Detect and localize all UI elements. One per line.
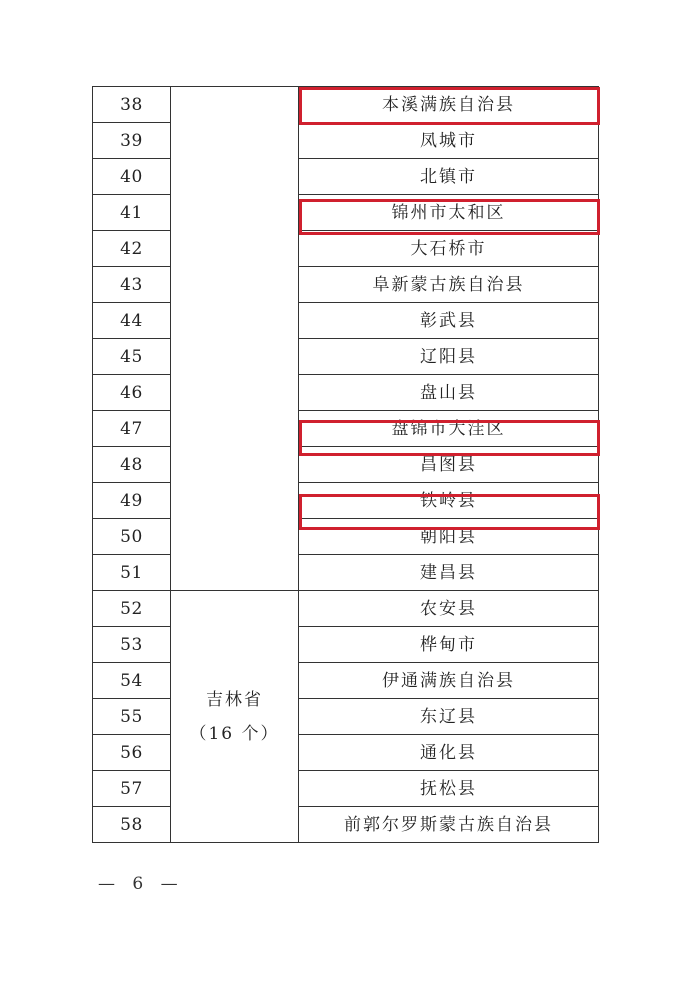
county-name: 朝阳县 bbox=[299, 519, 599, 555]
table-row bbox=[93, 663, 599, 699]
table-row bbox=[93, 411, 599, 447]
row-number: 52 bbox=[93, 591, 171, 627]
row-number: 47 bbox=[93, 411, 171, 447]
table-row bbox=[93, 447, 599, 483]
table-row bbox=[93, 771, 599, 807]
county-name: 锦州市太和区 bbox=[299, 195, 599, 231]
row-number: 43 bbox=[93, 267, 171, 303]
table-row bbox=[93, 591, 599, 627]
row-number: 50 bbox=[93, 519, 171, 555]
province-name: 吉林省 bbox=[206, 689, 263, 710]
province-cell bbox=[171, 591, 299, 843]
table-row bbox=[93, 627, 599, 663]
row-number: 41 bbox=[93, 195, 171, 231]
row-number: 46 bbox=[93, 375, 171, 411]
county-name: 凤城市 bbox=[299, 123, 599, 159]
county-name: 桦甸市 bbox=[299, 627, 599, 663]
table-row bbox=[93, 735, 599, 771]
table-row bbox=[93, 303, 599, 339]
county-name: 辽阳县 bbox=[299, 339, 599, 375]
table-row bbox=[93, 699, 599, 735]
county-list-table bbox=[92, 86, 599, 843]
county-name: 铁岭县 bbox=[299, 483, 599, 519]
row-number: 51 bbox=[93, 555, 171, 591]
county-name: 建昌县 bbox=[299, 555, 599, 591]
table-row bbox=[93, 231, 599, 267]
county-name: 阜新蒙古族自治县 bbox=[299, 267, 599, 303]
row-number: 42 bbox=[93, 231, 171, 267]
county-name: 盘锦市大洼区 bbox=[299, 411, 599, 447]
county-name: 伊通满族自治县 bbox=[299, 663, 599, 699]
county-name: 东辽县 bbox=[299, 699, 599, 735]
county-name: 盘山县 bbox=[299, 375, 599, 411]
county-name: 前郭尔罗斯蒙古族自治县 bbox=[299, 807, 599, 843]
row-number: 48 bbox=[93, 447, 171, 483]
row-number: 40 bbox=[93, 159, 171, 195]
row-number: 39 bbox=[93, 123, 171, 159]
province-count: （16 个） bbox=[189, 723, 280, 744]
row-number: 49 bbox=[93, 483, 171, 519]
county-name: 北镇市 bbox=[299, 159, 599, 195]
county-name: 彰武县 bbox=[299, 303, 599, 339]
table-row bbox=[93, 87, 599, 123]
table-row bbox=[93, 195, 599, 231]
county-name: 抚松县 bbox=[299, 771, 599, 807]
row-number: 53 bbox=[93, 627, 171, 663]
table-row bbox=[93, 807, 599, 843]
county-name: 大石桥市 bbox=[299, 231, 599, 267]
row-number: 55 bbox=[93, 699, 171, 735]
row-number: 56 bbox=[93, 735, 171, 771]
row-number: 58 bbox=[93, 807, 171, 843]
table-row bbox=[93, 519, 599, 555]
table-row bbox=[93, 123, 599, 159]
table-row bbox=[93, 339, 599, 375]
table-row bbox=[93, 375, 599, 411]
row-number: 44 bbox=[93, 303, 171, 339]
row-number: 38 bbox=[93, 87, 171, 123]
row-number: 57 bbox=[93, 771, 171, 807]
table-row bbox=[93, 483, 599, 519]
row-number: 45 bbox=[93, 339, 171, 375]
county-name: 通化县 bbox=[299, 735, 599, 771]
table-row bbox=[93, 267, 599, 303]
table-row bbox=[93, 555, 599, 591]
page-number: — 6 — bbox=[98, 874, 184, 894]
province-cell bbox=[171, 87, 299, 591]
table-row bbox=[93, 159, 599, 195]
county-name: 农安县 bbox=[299, 591, 599, 627]
row-number: 54 bbox=[93, 663, 171, 699]
county-name: 昌图县 bbox=[299, 447, 599, 483]
county-name: 本溪满族自治县 bbox=[299, 87, 599, 123]
